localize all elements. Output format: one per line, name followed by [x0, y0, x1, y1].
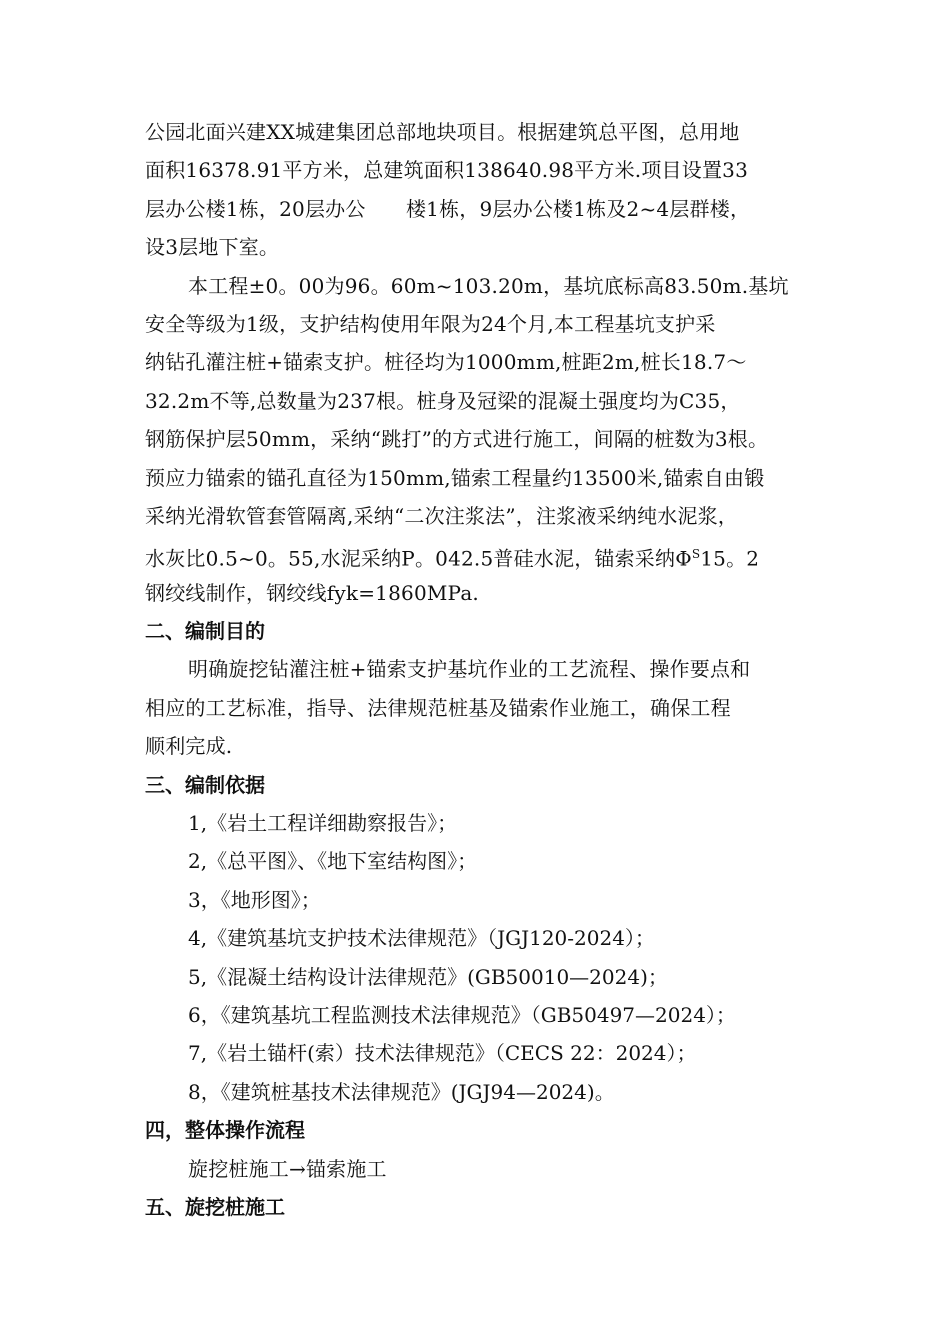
section-heading: 三、编制依据 — [145, 772, 265, 797]
text-line — [145, 535, 815, 573]
text-line: 安全等级为1级，支护结构使用年限为24个月,本工程基坑支护采 — [145, 311, 716, 336]
reference-item: 3，《地形图》； — [188, 887, 321, 912]
section-rotary-pile — [145, 1188, 815, 1226]
phi-symbol: Φ — [675, 546, 692, 571]
text-line: 32.2m不等,总数量为237根。桩身及冠梁的混凝土强度均为C35， — [145, 388, 741, 413]
reference-item: 5,《混凝土结构设计法律规范》(GB50010—2024)； — [188, 964, 668, 989]
reference-item: 8，《建筑桩基技术法律规范》(JGJ94—2024)。 — [188, 1079, 615, 1104]
text-line: 明确旋挖钻灌注桩+锚索支护基坑作业的工艺流程、操作要点和 — [188, 657, 751, 682]
intro-paragraph — [145, 113, 815, 267]
text-segment: 15。2 — [700, 546, 760, 571]
text-line: 采纳光滑软管套管隔离,采纳“二次注浆法”，注浆液采纳纯水泥浆， — [145, 503, 739, 528]
text-line: 设3层地下室。 — [145, 235, 280, 260]
text-line: 顺利完成. — [145, 734, 233, 759]
reference-item: 7,《岩土锚杆(索）技术法律规范》（CECS 22：2024）； — [188, 1041, 697, 1066]
text-line: 面积16378.91平方米，总建筑面积138640.98平方米.项目设置33 — [145, 158, 748, 183]
text-line: 旋挖桩施工→锚索施工 — [188, 1156, 387, 1181]
section-heading: 五、旋挖桩施工 — [145, 1194, 285, 1219]
text-line: 层办公楼1栋，20层办公 楼1栋，9层办公楼1栋及2~4层群楼， — [145, 196, 751, 221]
section-basis — [145, 766, 815, 1112]
reference-item: 6，《建筑基坑工程监测技术法律规范》（GB50497—2024）； — [188, 1002, 736, 1027]
text-segment: 水灰比0.5~0。55,水泥采纳P。042.5普硅水泥，锚索采纳 — [145, 546, 676, 571]
reference-item: 1,《岩土工程详细勘察报告》； — [188, 811, 458, 836]
reference-item: 2,《总平图》、《地下室结构图》； — [188, 849, 478, 874]
text-line: 预应力锚索的锚孔直径为150mm,锚索工程量约13500米,锚索自由锻 — [145, 465, 765, 490]
text-line: 钢绞线制作，钢绞线fyk=1860MPa. — [145, 580, 479, 605]
phi-superscript: S — [691, 547, 701, 562]
text-line: 公园北面兴建XX城建集团总部地块项目。根据建筑总平图，总用地 — [145, 120, 740, 144]
text-line: 钢筋保护层50mm，采纳“跳打”的方式进行施工，间隔的桩数为3根。 — [145, 427, 769, 452]
section-heading: 二、编制目的 — [145, 619, 265, 644]
section-flow — [145, 1111, 815, 1188]
section-heading: 四，整体操作流程 — [145, 1118, 305, 1143]
text-line: 纳钻孔灌注桩+锚索支护。桩径均为1000mm,桩距2m,桩长18.7～ — [145, 350, 747, 375]
document-page — [145, 113, 815, 1226]
text-line: 本工程±0。00为96。60m~103.20m，基坑底标高83.50m.基坑 — [188, 273, 789, 298]
project-paragraph — [145, 267, 815, 613]
text-line: 相应的工艺标准，指导、法律规范桩基及锚索作业施工，确保工程 — [145, 695, 731, 720]
reference-item: 4,《建筑基坑支护技术法律规范》（JGJ120-2024）； — [188, 926, 655, 951]
section-purpose — [145, 612, 815, 766]
